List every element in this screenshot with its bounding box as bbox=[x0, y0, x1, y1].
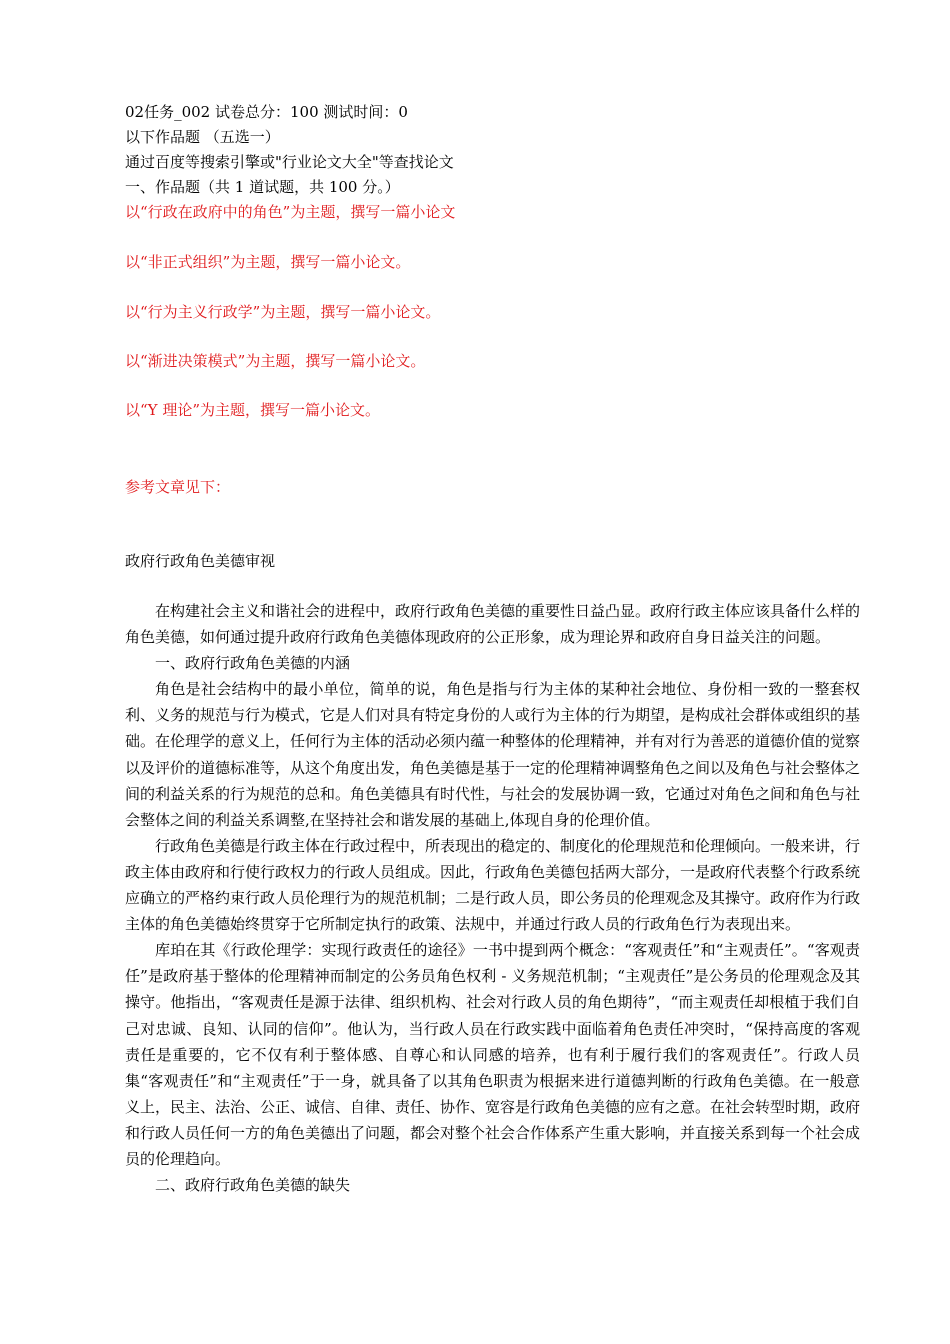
section-heading-one: 一、政府行政角色美德的内涵 bbox=[155, 654, 351, 673]
article-paragraph: 库珀在其《行政伦理学：实现行政责任的途径》一书中提到两个概念：“客观责任”和“主观责任”。“客观责任”是政府基于整体的伦理精神而制定的公务员角色权利 - 义务规范机制；“主观责任”是公务员的伦理观念及其操守。他指出，“客观责任是源于法律、组织机构、社会对行政人员的角色期待”，“而主观责任却根植于我们自己对忠诚、良知、认同的信仰”。他认为，当行政人员在行政实践中面临着角色责任冲突时，“保持高度的客观责任是重要的，它不仅有利于整体感、自尊心和认同感的培养，也有利于履行我们的客观责任”。行政人员集“客观责任”和“主观责任”于一身，就具备了以其角色职责为根据来进行道德判断的行政角色美德。在一般意义上，民主、法治、公正、诚信、自律、责任、协作、宽容是行政角色美德的应有之意。在社会转型时期，政府和行政人员任何一方的角色美德出了问题，都会对整个社会合作体系产生重大影响，并直接关系到每一个社会成员的伦理趋向。 bbox=[125, 941, 861, 1168]
section-heading-two: 二、政府行政角色美德的缺失 bbox=[155, 1176, 351, 1195]
exam-info: 02任务_002 试卷总分：100 测试时间：0 bbox=[125, 103, 408, 121]
works-instruction: 以下作品题 （五选一） bbox=[125, 128, 280, 146]
article-title: 政府行政角色美德审视 bbox=[125, 552, 276, 570]
reference-note: 参考文章见下： bbox=[125, 478, 231, 496]
topic-item: 以“非正式组织”为主题，撰写一篇小论文。 bbox=[125, 253, 411, 271]
article-paragraph: 角色是社会结构中的最小单位，简单的说，角色是指与行为主体的某种社会地位、身份相一致的一整套权利、义务的规范与行为模式，它是人们对具有特定身份的人或行为主体的行为期望，是构成社会群体或组织的基础。在伦理学的意义上，任何行为主体的活动必须内蕴一种整体的伦理精神，并有对行为善恶的道德价值的觉察以及评价的道德标准等，从这个角度出发，角色美德是基于一定的伦理精神调整角色之间以及角色与社会整体之间的利益关系的行为规范的总和。角色美德具有时代性，与社会的发展协调一致，它通过对角色之间和角色与社会整体之间的利益关系调整,在坚持社会和谐发展的基础上,体现自身的伦理价值。 bbox=[125, 680, 861, 829]
topic-item: 以“行为主义行政学”为主题，撰写一篇小论文。 bbox=[125, 303, 441, 321]
topic-item: 以“行政在政府中的角色”为主题，撰写一篇小论文 bbox=[125, 203, 456, 221]
section-heading-works: 一、作品题（共 1 道试题，共 100 分。） bbox=[125, 178, 400, 196]
article-body bbox=[125, 598, 860, 1198]
topic-item: 以“Y 理论”为主题，撰写一篇小论文。 bbox=[125, 401, 381, 419]
topic-item: 以“渐进决策模式”为主题，撰写一篇小论文。 bbox=[125, 352, 426, 370]
article-paragraph: 行政角色美德是行政主体在行政过程中，所表现出的稳定的、制度化的伦理规范和伦理倾向。一般来讲，行政主体由政府和行使行政权力的行政人员组成。因此，行政角色美德包括两大部分，一是政府代表整个行政系统应确立的严格约束行政人员伦理行为的规范机制；二是行政人员，即公务员的伦理观念及其操守。政府作为行政主体的角色美德始终贯穿于它所制定执行的政策、法规中，并通过行政人员的行政角色行为表现出来。 bbox=[125, 836, 861, 934]
article-intro: 在构建社会主义和谐社会的进程中，政府行政角色美德的重要性日益凸显。政府行政主体应该具备什么样的角色美德，如何通过提升政府行政角色美德体现政府的公正形象，成为理论界和政府自身日益关注的问题。 bbox=[125, 602, 861, 647]
search-instruction: 通过百度等搜索引擎或"行业论文大全"等查找论文 bbox=[125, 153, 454, 171]
